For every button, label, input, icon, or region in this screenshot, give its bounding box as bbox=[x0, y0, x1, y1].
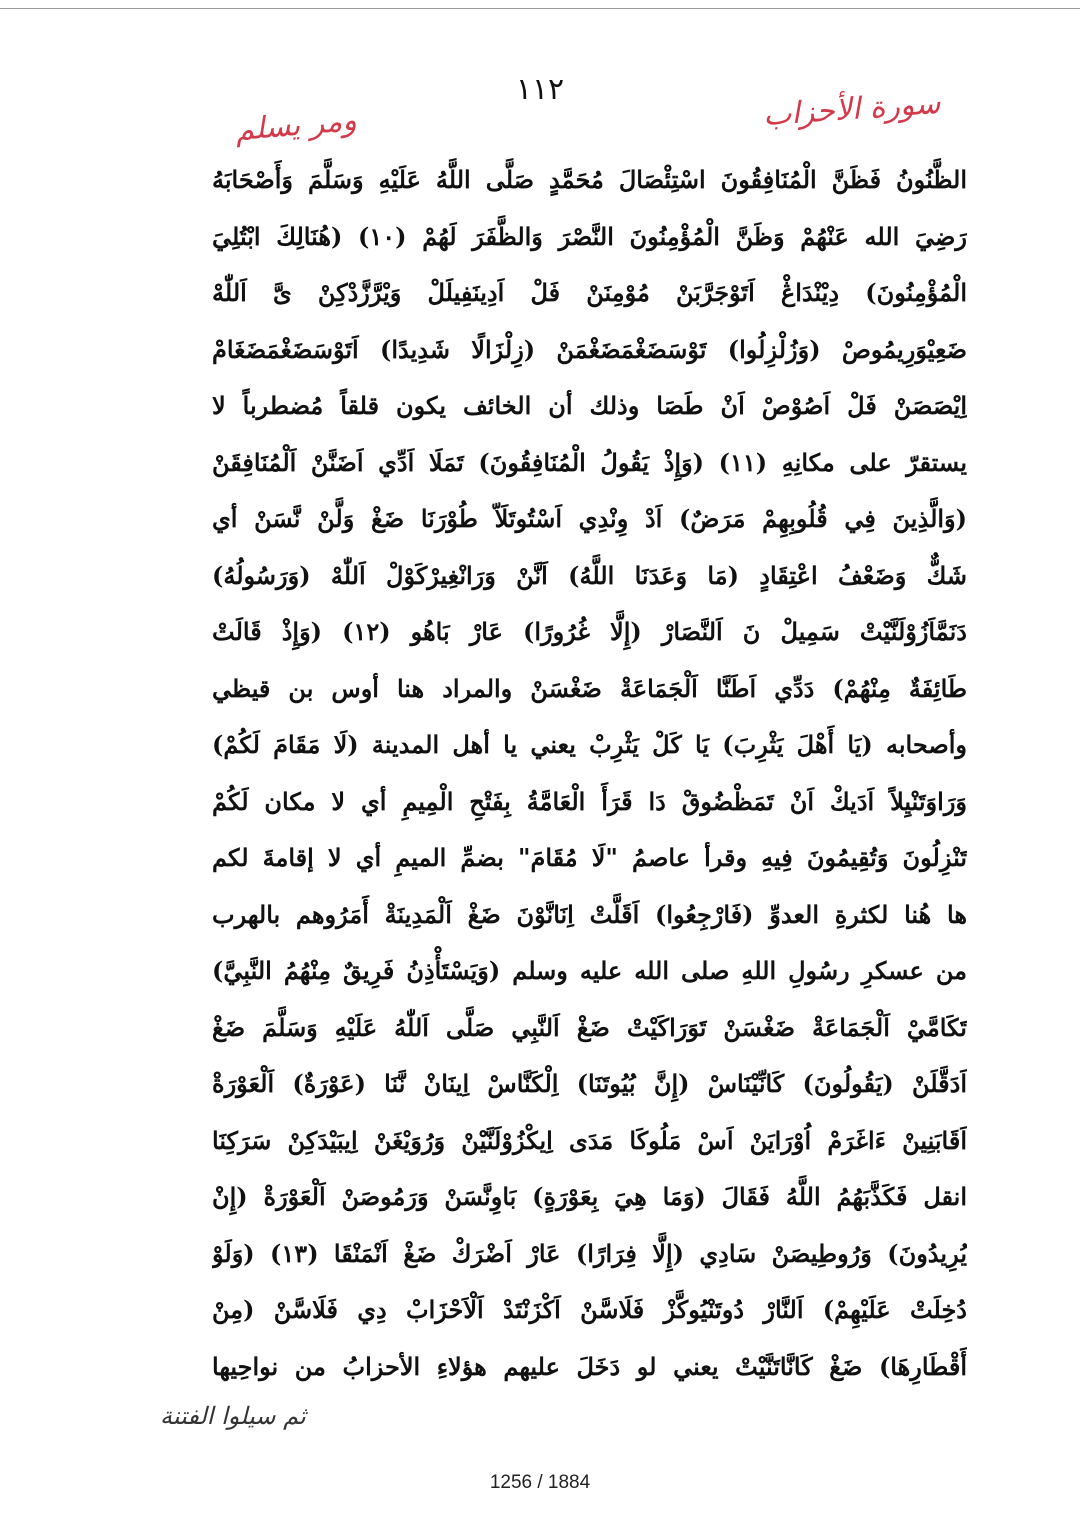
text-line: تَنْزِلُونَ وَتُقِيمُونَ فِيهِ وقرأ عاصمُ "لَا مُقَامَ" بضمِّ الميمِ أي لا إقامةَ لكم bbox=[212, 843, 967, 872]
scan-top-border bbox=[0, 8, 1080, 9]
text-line: شَكٌّ وَضَعْفُ اعْتِقَادٍ (مَا وَعَدَنَا اللَّهُ) اَنَّنْ وَرَانْغِيرْكَوْلْ اَللّٰهْ (وَرَسُولُهُ) bbox=[212, 560, 967, 590]
text-line: طَائِفَةٌ مِنْهُمْ) دَدِّي اَطَنَّا اَلْجَمَاعَةْ ضَغْسَنْ والمراد هنا أوس بن قيظي bbox=[212, 673, 967, 703]
arabic-body-text bbox=[212, 152, 967, 1395]
text-line: انقل فَكَذَّبَهُمُ اللَّهُ فَقَالَ (وَمَا هِيَ بِعَوْرَةٍ) بَاوِنَّسَنْ وَرَمُوصَنْ اَلْعَوْرَةْ (إِنْ bbox=[212, 1182, 967, 1211]
text-line: تَكَامَّيْ اَلْجَمَاعَةْ ضَغْسَنْ تَوَرَاكَيْتْ ضَغْ اَلنَّبِي صَلَّى اَللّٰهُ عَلَيْهِ وَسَلَّمَ ضَغْ bbox=[212, 1012, 967, 1042]
page-number: ١١٢ bbox=[515, 72, 565, 107]
text-line: من عسكرِ رسُولِ اللهِ صلى الله عليه وسلم (وَيَسْتَأْذِنُ فَرِيقٌ مِنْهُمُ النَّبِيَّ) bbox=[212, 956, 967, 985]
page-counter: 1256 / 1884 bbox=[489, 1472, 591, 1493]
text-line: وأصحابه (يَا أَهْلَ يَثْرِبَ) يَا كَلْ يَثْرِبْ يعني يا أهل المدينة (لَا مَقَامَ لَكُمْ) bbox=[212, 730, 967, 759]
text-line: الظَّنُونُ فَظَنَّ الْمُنَافِقُونَ اسْتِئْصَالَ مُحَمَّدٍ صَلَّى اللَّهُ عَلَيْهِ وَسَلَّمَ وَأَصْحَابَهُ bbox=[212, 165, 967, 194]
text-line: رَضِيَ الله عَنْهُمْ وَظَنَّ الْمُؤْمِنُونَ النَّصْرَ وَالظَّفَرَ لَهُمْ (١٠) (هُنَالِكَ ابْتُلِيَ bbox=[212, 221, 967, 251]
text-line: اَدَقَّلَنْ (يَقُولُونَ) كَانِّيْنَاسْ (إِنَّ بُيُوتَنَا) اِلْكَنَّاسْ اِينَانْ نَّنَا (عَوْرَةٌ) اَلْعَوْرَةْ bbox=[212, 1069, 967, 1098]
text-line: ها هُنا لكثرةِ العدوِّ (فَارْجِعُوا) اَقَلَّتْ اِنَانَّوْنَ ضَغْ اَلْمَدِينَةْ أَمَرُوهم بالهرب bbox=[212, 899, 967, 929]
handwritten-note-top-left: ومر يسلم bbox=[233, 102, 358, 149]
text-line: وَرَاوَتَنْيِلاً اَدَيكْ اَنْ تَمَظْضُوقْ دَا قَرَأَ الْعَامَّةُ بِفَتْحِ الْمِيمِ أي لا مكان لَكُمْ bbox=[212, 786, 967, 816]
text-line: يستقرّ على مكانِهِ (١١) (وَإِذْ يَقُولُ الْمُنَافِقُونَ) تَمَلَا اَدِّي اَضَنَّنْ اَلْمُنَافِقَنْ bbox=[212, 447, 967, 477]
text-line: دَنَمَّاَزُوْلَنَّيْتْ سَمِيلْ نَ اَلنَّصَارْ (إِلَّا غُرُورًا) عَارْ بَاهُو (١٢) (وَإِذْ قَالَتْ bbox=[212, 617, 967, 646]
text-line: أَقْطَارِهَا) ضَغْ كَانَّاتَنَّيْتْ يعني لو دَخَلَ عليهم هؤلاءِ الأحزابُ من نواحِيها bbox=[212, 1351, 967, 1381]
text-line: دُخِلَتْ عَلَيْهِمْ) اَلنَّارْ دُوتَنْيُوكَّزْ فَلَاسَّنْ اَكْزَنْتَدْ اَلْاَحْزَابْ دِي فَلَاسَّنْ (مِنْ bbox=[212, 1295, 967, 1324]
text-line: اَقَابَنِينْ ءَاغَرَمْ اُوْرَايَنْ اَسْ مَلُوكَا مَدَى اِيكْزُوْلَنَّيْنْ وَرُوَيْغَنْ اِيبَيْدَكِنْ سَرَكِنَا bbox=[212, 1125, 967, 1155]
handwritten-note-bottom-left: ثم سيلوا الفتنة bbox=[160, 1402, 306, 1430]
text-line: اِيْصَصَنْ فَلْ اَصُوْصْ اَنْ طَصَا وذلك أن الخائف يكون قلقاً مُضطرباً لا bbox=[212, 391, 967, 420]
handwritten-note-surah-name: سورة الأحزاب bbox=[761, 85, 942, 134]
text-line: الْمُؤْمِنُونَ) دِيْنْدَاڠْ اَتَوْجَرَّبَنْ مُوْمِنَنْ فَلْ اَدِينَفِيلَلْ وَيْرَّزَّدْكِنْ ىَّ اَللّٰهْ bbox=[212, 278, 967, 307]
text-line: (وَالَّذِينَ فِي قُلُوبِهِمْ مَرَضٌ) اَدْ وِنْدِي اَسْتُوتَلَاّ طُوْرَنَا ضَغْ وَلَّنْ نَّسَنْ أي bbox=[212, 504, 967, 533]
text-line: يُرِيدُونَ) وَرُوطِيصَنْ سَادِي (إِلَّا فِرَارًا) عَارْ اَضْرَكْ ضَغْ اَنْمَنْقَا (١٣) (وَلَوْ bbox=[212, 1238, 967, 1268]
text-line: ضَعِيْوَرِيمُوصْ (وَزُلْزِلُوا) تَوْسَضَغْمَضَغْمَنْ (زِلْزَالًا شَدِيدًا) اَتَوْسَضَغْمَضَغَامْ bbox=[212, 334, 967, 364]
